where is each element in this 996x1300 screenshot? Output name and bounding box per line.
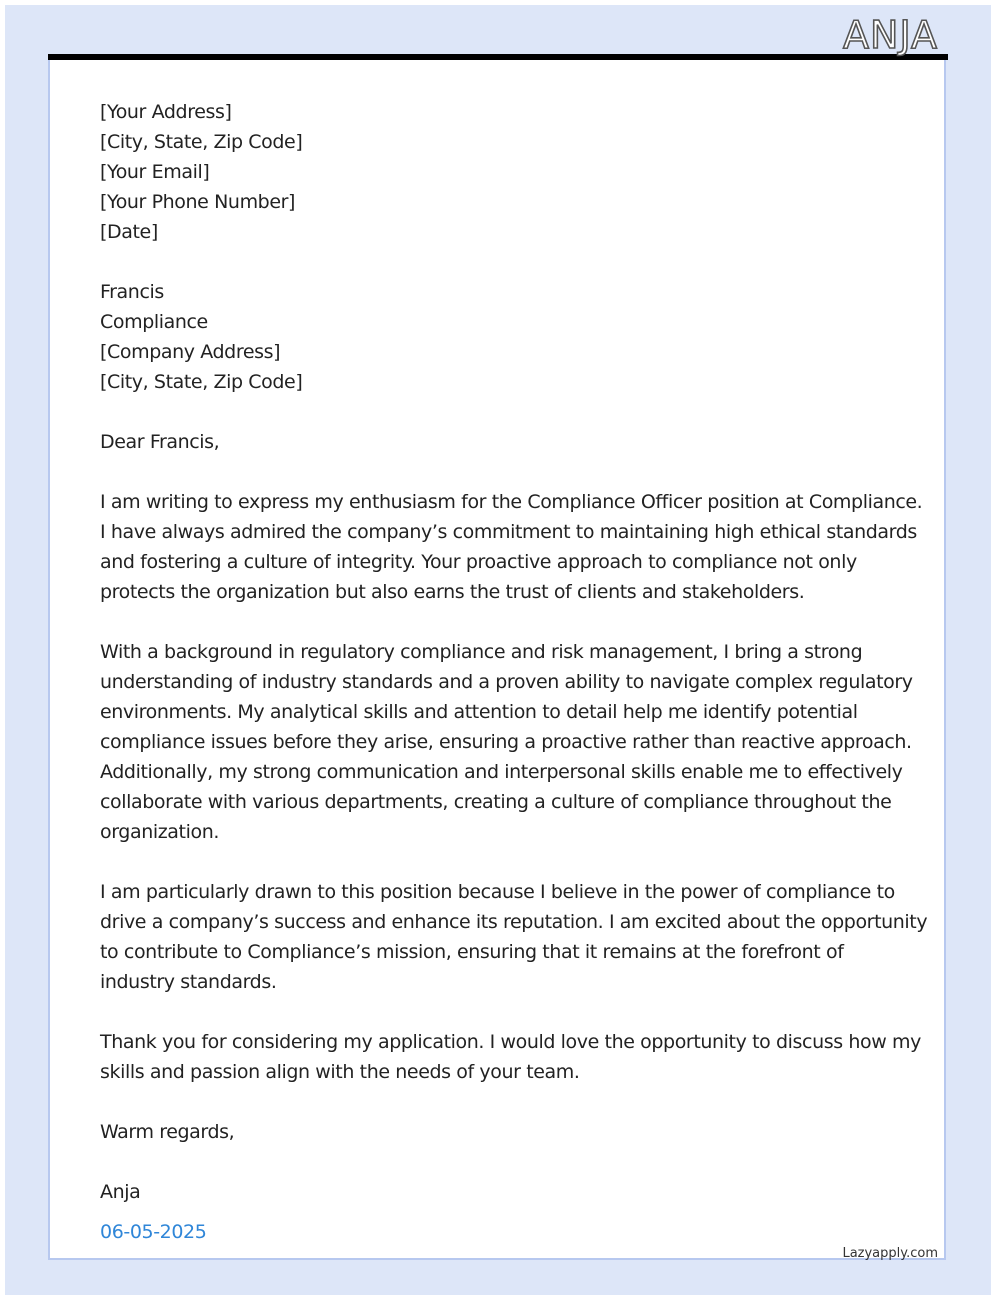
header-rule xyxy=(48,54,948,60)
paragraph-line: organization. xyxy=(100,821,219,843)
paragraph-line: environments. My analytical skills and attention to detail help me identify potential xyxy=(100,701,858,723)
body-paragraph xyxy=(100,1027,921,1087)
paragraph-line: I am writing to express my enthusiasm for the Compliance Officer position at Compliance. xyxy=(100,491,923,513)
salutation: Dear Francis, xyxy=(100,431,220,453)
paragraph-line: to contribute to Compliance’s mission, ensuring that it remains at the forefront of xyxy=(100,941,844,963)
paragraph-line: drive a company’s success and enhance its reputation. I am excited about the opportunity xyxy=(100,911,928,933)
paragraph-line: industry standards. xyxy=(100,971,277,993)
sender-address: [Your Address] xyxy=(100,101,232,123)
paragraph-line: compliance issues before they arise, ensuring a proactive rather than reactive approach. xyxy=(100,731,912,753)
paragraph-line: With a background in regulatory compliance and risk management, I bring a strong xyxy=(100,641,863,663)
cover-letter xyxy=(100,97,928,1247)
signed-date: 06-05-2025 xyxy=(100,1221,207,1243)
recipient-name: Francis xyxy=(100,281,164,303)
body-paragraph xyxy=(100,487,923,607)
sender-email: [Your Email] xyxy=(100,161,210,183)
signature: Anja xyxy=(100,1181,141,1203)
recipient-address: [Company Address] xyxy=(100,341,281,363)
recipient-block xyxy=(100,277,900,397)
brand-name: ANJA xyxy=(843,13,938,57)
body-paragraph xyxy=(100,637,913,847)
paragraph-line: and fostering a culture of integrity. Your proactive approach to compliance not only xyxy=(100,551,857,573)
paragraph-line: I have always admired the company’s commitment to maintaining high ethical standards xyxy=(100,521,917,543)
paragraph-line: Additionally, my strong communication and interpersonal skills enable me to effectively xyxy=(100,761,903,783)
sender-block xyxy=(100,97,900,247)
sender-phone: [Your Phone Number] xyxy=(100,191,296,213)
closing: Warm regards, xyxy=(100,1121,235,1143)
sender-date: [Date] xyxy=(100,221,158,243)
recipient-company: Compliance xyxy=(100,311,208,333)
paragraph-line: understanding of industry standards and a proven ability to navigate complex regulatory xyxy=(100,671,913,693)
paragraph-line: protects the organization but also earns the trust of clients and stakeholders. xyxy=(100,581,805,603)
paragraph-line: I am particularly drawn to this position because I believe in the power of compliance to xyxy=(100,881,895,903)
paragraph-line: collaborate with various departments, creating a culture of compliance throughout the xyxy=(100,791,892,813)
sender-city: [City, State, Zip Code] xyxy=(100,131,303,153)
paragraph-line: skills and passion align with the needs of your team. xyxy=(100,1061,580,1083)
footer-watermark: Lazyapply.com xyxy=(842,1246,938,1261)
body-paragraph xyxy=(100,877,928,997)
recipient-city: [City, State, Zip Code] xyxy=(100,371,303,393)
paragraph-line: Thank you for considering my application. I would love the opportunity to discuss how my xyxy=(100,1031,921,1053)
